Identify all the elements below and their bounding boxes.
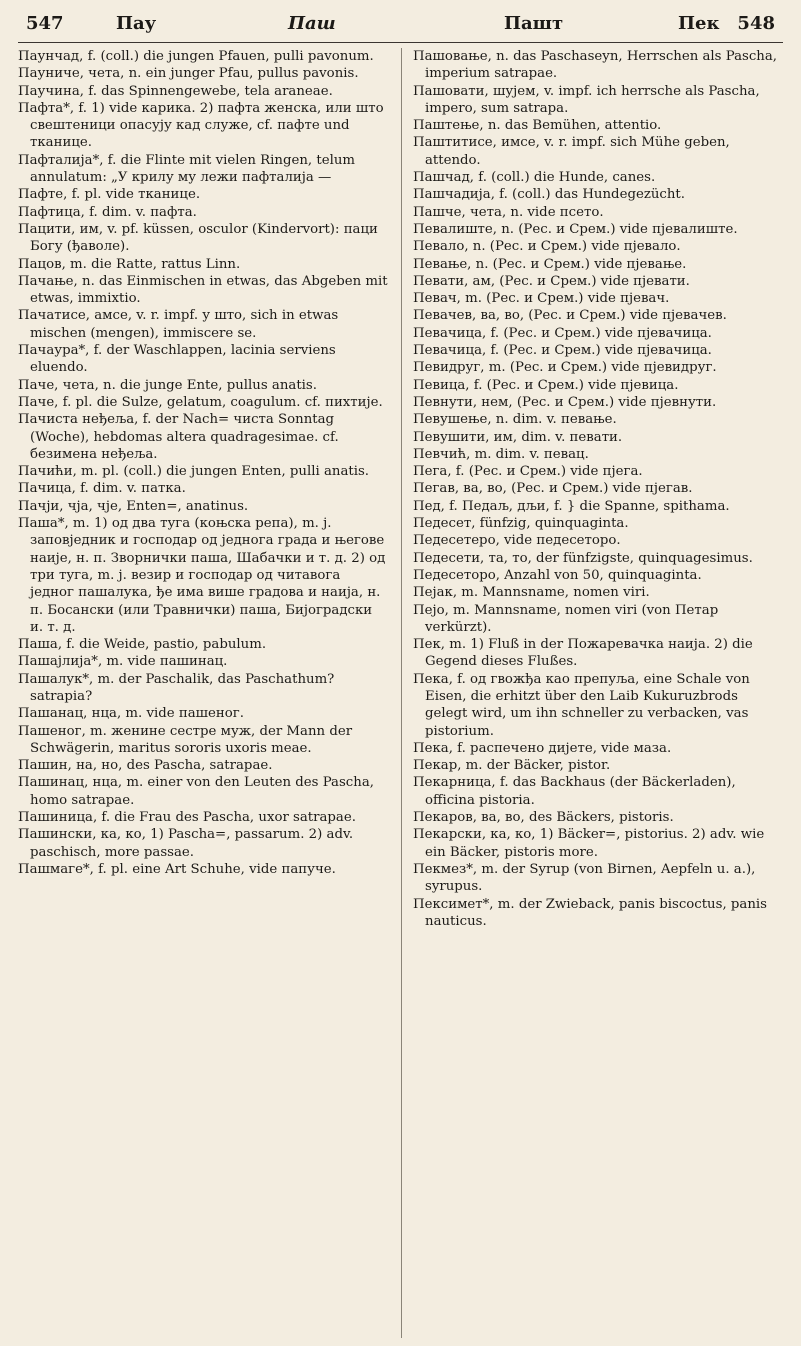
dictionary-entry: Певнути, нем, (Рес. и Срем.) vide пјевнути. bbox=[413, 394, 717, 410]
dictionary-entry: Певачица, f. (Рес. и Срем.) vide пјевачица. bbox=[413, 325, 712, 341]
dictionary-entry: Пауниче, чета, n. ein junger Pfau, pullus pavonis. bbox=[18, 66, 359, 82]
dictionary-entry: Пашчад, f. (coll.) die Hunde, canes. bbox=[413, 170, 656, 186]
dictionary-entry: Певање, n. (Рес. и Срем.) vide пјевање. bbox=[413, 256, 687, 272]
column-divider bbox=[401, 48, 402, 1338]
dictionary-entry: Пегав, ва, во, (Рес. и Срем.) vide пјегав. bbox=[413, 481, 693, 497]
dictionary-entry: Паче, f. pl. die Sulze, gelatum, coagulum. cf. пихтије. bbox=[18, 394, 383, 410]
dictionary-entry: Паче, чета, n. die junge Ente, pullus anatis. bbox=[18, 377, 317, 393]
dictionary-entry: Педесеторо, Anzahl von 50, quinquaginta. bbox=[413, 567, 702, 583]
right-column bbox=[413, 48, 783, 1338]
dictionary-entry: Певачица, f. (Рес. и Срем.) vide пјевачица. bbox=[413, 343, 712, 359]
dictionary-entry: Паша, f. die Weide, pastio, pabulum. bbox=[18, 637, 267, 653]
dictionary-entry: Пачатисе, амсе, v. r. impf. у што, sich in etwas mischen (mengen), immiscere se. bbox=[18, 308, 339, 341]
dictionary-entry: Пекаров, ва, во, des Bäckers, pistoris. bbox=[413, 810, 674, 826]
dictionary-entry: Паучина, f. das Spinnengewebe, tela araneae. bbox=[18, 83, 333, 99]
dictionary-entry: Пачиста неђеља, f. der Nach= чиста Sonntag (Woche), hebdomas altera quadragesimae. cf. безимена неђеља. bbox=[18, 412, 339, 462]
guide-word-right-last: Пек bbox=[678, 13, 720, 34]
dictionary-entry: Пека, f. распечено дијете, vide маза. bbox=[413, 740, 672, 756]
dictionary-entry: Пашин, на, но, des Pascha, satrapae. bbox=[18, 758, 273, 774]
dictionary-entry: Пашанац, нца, m. vide пашеног. bbox=[18, 706, 244, 722]
header-rule bbox=[18, 42, 783, 43]
dictionary-entry: Пекарница, f. das Backhaus (der Bäckerladen), officina pistoria. bbox=[413, 775, 736, 808]
dictionary-entry: Пашалук*, m. der Paschalik, das Paschathum? satrapia? bbox=[18, 671, 335, 704]
dictionary-entry: Педесет, fünfzig, quinquaginta. bbox=[413, 516, 629, 532]
dictionary-entry: Паштитисе, имсе, v. r. impf. sich Mühe geben, attendo. bbox=[413, 135, 730, 168]
dictionary-entry: Певач, m. (Рес. и Срем.) vide пјевач. bbox=[413, 291, 670, 307]
dictionary-entry: Пашеног, m. женине сестре муж, der Mann der Schwägerin, maritus sororis uxoris meae. bbox=[18, 723, 353, 756]
dictionary-entry: Пекар, m. der Bäcker, pistor. bbox=[413, 758, 611, 774]
guide-word-left-last: Паш bbox=[288, 13, 336, 34]
dictionary-entry: Пачица, f. dim. v. патка. bbox=[18, 481, 186, 497]
dictionary-entry: Пекарски, ка, ко, 1) Bäcker=, pistorius. 2) adv. wie ein Bäcker, pistoris more. bbox=[413, 827, 765, 860]
dictionary-entry: Пачање, n. das Einmischen in etwas, das Abgeben mit etwas, immixtio. bbox=[18, 273, 388, 307]
dictionary-entry: Пејо, m. Mannsname, nomen viri (von Петар verkürzt). bbox=[413, 602, 719, 635]
dictionary-entry: Пашче, чета, n. vide псето. bbox=[413, 204, 604, 220]
left-column bbox=[18, 48, 388, 1338]
dictionary-entry: Пачаура*, f. der Waschlappen, lacinia serviens eluendo. bbox=[18, 343, 336, 376]
guide-word-right-first: Пашт bbox=[504, 13, 564, 34]
dictionary-entry: Пафталија*, f. die Flinte mit vielen Ringen, telum annulatum: „У крилу му лежи пафталија — bbox=[18, 152, 356, 186]
dictionary-entry: Пафта*, f. 1) vide карика. 2) пафта женска, или што свештеници опасују кад служе, cf. пафте und тканице. bbox=[18, 100, 384, 151]
dictionary-entry: Паштење, n. das Bemühen, attentio. bbox=[413, 118, 662, 134]
dictionary-entry: Пексимет*, m. der Zwieback, panis biscoctus, panis nauticus. bbox=[413, 896, 767, 929]
dictionary-entry: Паша*, m. 1) од два туга (коњска репа), m. j. заповједник и господар од једнога града и његове наије, н. п. Зворнички паша, Шабачки и т. д. 2) од три туга, m. j. везир и господар од читавога једног пашалука, ђе има више градова и наија, н. п. Босански (или Травнички) паша, Бијоградски и. т. д. bbox=[18, 516, 386, 635]
dictionary-entry: Пед, f. Педаљ, дљи, f. } die Spanne, spithama. bbox=[413, 498, 730, 514]
dictionary-entry: Певица, f. (Рес. и Срем.) vide пјевица. bbox=[413, 377, 679, 393]
dictionary-entry: Пашински, ка, ко, 1) Pascha=, passarum. 2) adv. paschisch, more passae. bbox=[18, 827, 354, 860]
dictionary-entry: Певчић, m. dim. v. певац. bbox=[413, 446, 589, 462]
page-number-right: 548 bbox=[737, 13, 775, 34]
dictionary-entry: Пафте, f. pl. vide тканице. bbox=[18, 187, 201, 203]
dictionary-entry: Пацов, m. die Ratte, rattus Linn. bbox=[18, 256, 241, 272]
page-number-left: 547 bbox=[26, 13, 64, 34]
dictionary-entry: Пашмаге*, f. pl. eine Art Schuhe, vide папуче. bbox=[18, 861, 336, 877]
dictionary-entry: Пега, f. (Рес. и Срем.) vide пјега. bbox=[413, 464, 643, 480]
dictionary-entry: Пашиница, f. die Frau des Pascha, uxor satrapae. bbox=[18, 810, 356, 826]
dictionary-entry: Певало, n. (Рес. и Срем.) vide пјевало. bbox=[413, 239, 681, 255]
dictionary-entry: Певалиште, n. (Рес. и Срем.) vide пјевалиште. bbox=[413, 221, 738, 237]
dictionary-entry: Пашајлија*, m. vide пашинац. bbox=[18, 654, 228, 670]
dictionary-entry: Пашинац, нца, m. einer von den Leuten des Pascha, homo satrapae. bbox=[18, 775, 374, 808]
dictionary-entry: Педесети, та, то, der fünfzigste, quinquagesimus. bbox=[413, 550, 753, 566]
dictionary-entry: Пашчадија, f. (coll.) das Hundegezücht. bbox=[413, 187, 685, 203]
dictionary-entry: Певачев, ва, во, (Рес. и Срем.) vide пјевачев. bbox=[413, 308, 727, 324]
dictionary-entry: Пацити, им, v. pf. küssen, osculor (Kindervort): паци Богу (ђаволе). bbox=[18, 221, 378, 255]
dictionary-entry: Певидруг, m. (Рес. и Срем.) vide пјевидруг. bbox=[413, 360, 717, 376]
dictionary-entry: Певушење, n. dim. v. певање. bbox=[413, 412, 617, 428]
dictionary-entry: Пекмез*, m. der Syrup (von Birnen, Aepfeln u. a.), syrupus. bbox=[413, 861, 756, 895]
dictionary-entry: Педесетеро, vide педесеторо. bbox=[413, 533, 621, 549]
dictionary-entry: Пачји, чја, чје, Enten=, anatinus. bbox=[18, 498, 249, 514]
dictionary-entry: Пашовање, n. das Paschaseyn, Herrschen als Pascha, imperium satrapae. bbox=[413, 49, 778, 82]
dictionary-entry: Пашовати, шујем, v. impf. ich herrsche als Pascha, impero, sum satrapa. bbox=[413, 83, 760, 116]
dictionary-entry: Пачићи, m. pl. (coll.) die jungen Enten, pulli anatis. bbox=[18, 464, 370, 480]
page-header bbox=[18, 8, 783, 40]
dictionary-entry: Пафтица, f. dim. v. пафта. bbox=[18, 204, 197, 220]
dictionary-columns bbox=[18, 48, 783, 1338]
dictionary-entry: Пејак, m. Mannsname, nomen viri. bbox=[413, 585, 650, 601]
dictionary-entry: Пека, f. од гвожђа као препуља, eine Schale von Eisen, die erhitzt über den Laib Kukuruzbrods gelegt wird, um ihn schneller zu verbacken, vas pistorium. bbox=[413, 671, 750, 739]
dictionary-entry: Паунчад, f. (coll.) die jungen Pfauen, pulli pavonum. bbox=[18, 49, 374, 64]
dictionary-entry: Певушити, им, dim. v. певати. bbox=[413, 429, 623, 445]
dictionary-entry: Пек, m. 1) Fluß in der Пожаревачка наија. 2) die Gegend dieses Flußes. bbox=[413, 637, 753, 670]
dictionary-entry: Певати, ам, (Рес. и Срем.) vide пјевати. bbox=[413, 273, 690, 289]
guide-word-left-first: Пау bbox=[116, 13, 157, 34]
